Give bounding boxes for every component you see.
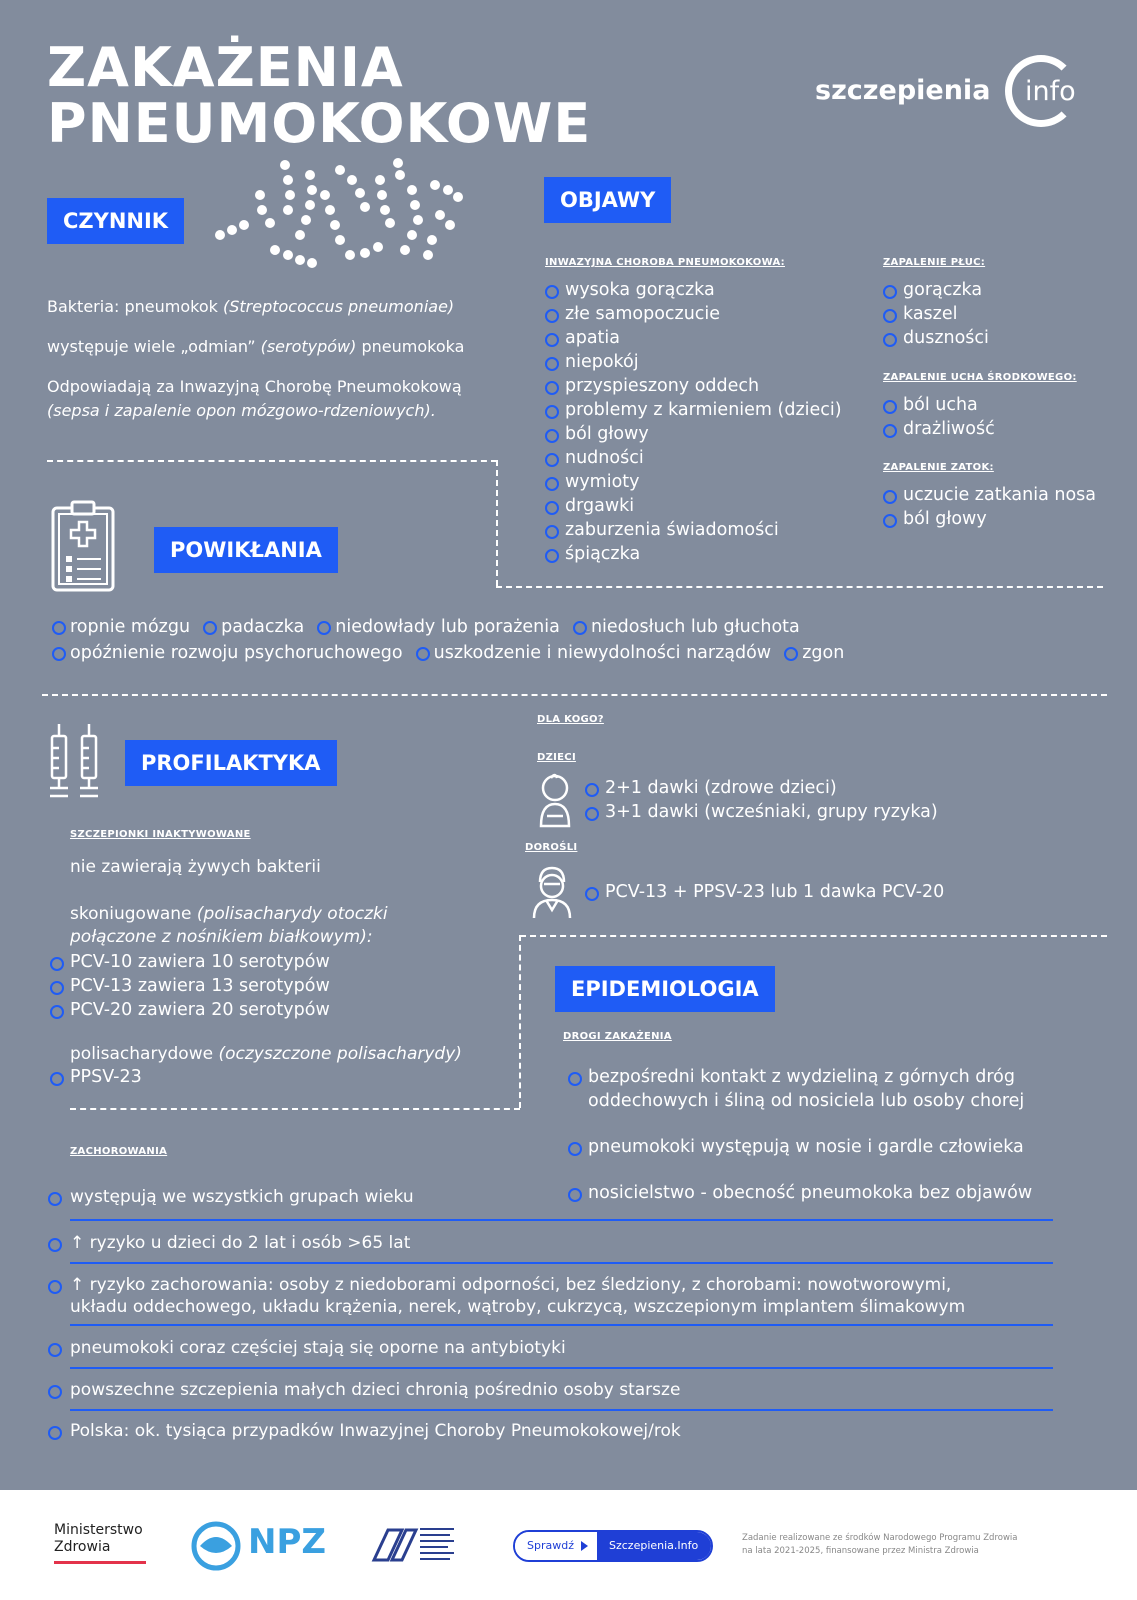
list-item: pneumokoki występują w nosie i gardle człowieka: [568, 1135, 1032, 1159]
syringes-icon: [44, 722, 106, 800]
czynnik-line-2: [47, 336, 464, 358]
list-item: nosicielstwo - obecność pneumokoka bez objawów: [568, 1181, 1032, 1205]
objawy-pneumonia-list: [883, 278, 989, 350]
list-item: uczucie zatkania nosa: [883, 483, 1096, 507]
list-item: [48, 1274, 1053, 1318]
profilaktyka-conj-line: [70, 903, 388, 925]
zachorowania-item-4: pneumokoki coraz częściej stają się oporne na antybiotyki: [48, 1337, 1053, 1359]
list-item: uszkodzenie i niewydolności narządów: [416, 643, 771, 663]
funding-note: [742, 1532, 1017, 1558]
zachorowania-heading: ZACHOROWANIA: [70, 1146, 168, 1157]
adults-list: [585, 880, 944, 904]
title-line-1: ZAKAŻENIA: [47, 36, 404, 99]
adults-heading: DOROŚLI: [525, 842, 578, 853]
zachorowania-item-2: ↑ ryzyko u dzieci do 2 lat i osób >65 lat: [48, 1232, 1053, 1254]
divider-powiklania: [42, 694, 1107, 696]
profilaktyka-poly-line: [70, 1043, 462, 1065]
list-item: przyspieszony oddech: [545, 374, 842, 398]
list-item: apatia: [545, 326, 842, 350]
powiklania-tag: POWIKŁANIA: [154, 527, 338, 573]
ministry-line-2: Zdrowia: [54, 1539, 111, 1555]
list-item: 3+1 dawki (wcześniaki, grupy ryzyka): [585, 800, 938, 824]
list-item: problemy z karmieniem (dzieci): [545, 398, 842, 422]
list-item: wysoka gorączka: [545, 278, 842, 302]
adult-icon: [530, 864, 574, 920]
objawy-sinus-heading: ZAPALENIE ZATOK:: [883, 462, 994, 473]
for-whom-heading: DLA KOGO?: [537, 714, 604, 725]
baby-icon: [535, 772, 575, 828]
npz-logo: NPZ: [248, 1522, 327, 1562]
list-item: bezpośredni kontakt z wydzieliną z górnych dróg: [568, 1065, 1032, 1089]
czynnik-pneumococcus: pneumokoka: [356, 337, 465, 356]
epidemiologia-tag: EPIDEMIOLOGIA: [555, 966, 775, 1012]
powiklania-list: [52, 614, 852, 666]
divider-objawy: [496, 586, 1103, 588]
list-item: drażliwość: [883, 417, 995, 441]
profilaktyka-conj-desc-2: połączone z nośnikiem białkowym):: [70, 927, 373, 947]
divider-epidemiologia-top: [520, 935, 1107, 937]
list-item: niedowłady lub porażenia: [317, 617, 560, 637]
list-item: padaczka: [203, 617, 304, 637]
list-item: [48, 1232, 1053, 1254]
czynnik-line-1: [47, 296, 454, 318]
list-item: PCV-20 zawiera 20 serotypów: [50, 998, 330, 1022]
list-item: złe samopoczucie: [545, 302, 842, 326]
list-item: [48, 1420, 1053, 1442]
route-1-cont: oddechowych i śliną od nosiciela lub osoby chorej: [588, 1091, 1025, 1111]
list-item: PCV-10 zawiera 10 serotypów: [50, 950, 330, 974]
czynnik-bacteria-label: Bakteria: pneumokok: [47, 297, 223, 316]
ministry-underline: [54, 1561, 146, 1564]
objawy-ipd-heading: INWAZYJNA CHOROBA PNEUMOKOKOWA:: [545, 257, 785, 268]
list-item: ból głowy: [883, 507, 1096, 531]
objawy-ipd-list: [545, 278, 842, 566]
npz-emblem-icon: [190, 1520, 242, 1572]
list-item: [48, 1337, 1053, 1359]
list-item: [48, 1379, 1053, 1401]
zachorowania-item-6: Polska: ok. tysiąca przypadków Inwazyjnej Choroby Pneumokokowej/rok: [48, 1420, 1053, 1442]
list-item: drgawki: [545, 494, 842, 518]
list-item: zaburzenia świadomości: [545, 518, 842, 542]
list-item: PCV-13 zawiera 13 serotypów: [50, 974, 330, 998]
list-item: ropnie mózgu: [52, 617, 190, 637]
objawy-tag: OBJAWY: [544, 177, 671, 223]
divider-epidemiologia-vertical: [519, 935, 521, 1108]
separator: [70, 1367, 1053, 1369]
czynnik-line-4: (sepsa i zapalenie opon mózgowo-rdzeniowych).: [47, 401, 436, 420]
route-1: [568, 1065, 1032, 1089]
list-item: wymioty: [545, 470, 842, 494]
list-item: kaszel: [883, 302, 989, 326]
czynnik-serotypes: (serotypów): [260, 337, 357, 356]
czynnik-latin-name: (Streptococcus pneumoniae): [222, 297, 455, 316]
list-item: 2+1 dawki (zdrowe dzieci): [585, 776, 938, 800]
list-item: nudności: [545, 446, 842, 470]
site-label: Szczepienia.Info: [597, 1532, 713, 1560]
powiklania-row-2: [52, 640, 852, 666]
zachorowania-item-1: występują we wszystkich grupach wieku: [48, 1186, 1053, 1208]
profilaktyka-no-live: nie zawierają żywych bakterii: [70, 857, 321, 877]
list-item: PCV-13 + PPSV-23 lub 1 dawka PCV-20: [585, 880, 944, 904]
separator: [70, 1324, 1053, 1326]
routes-list: [568, 1065, 1032, 1205]
title-line-2: PNEUMOKOKOWE: [47, 92, 592, 155]
page-title: [47, 36, 592, 155]
separator: [70, 1219, 1053, 1221]
brand-word: szczepienia: [815, 75, 991, 106]
list-item: ból ucha: [883, 393, 995, 417]
bacteria-icon: [200, 155, 470, 285]
profilaktyka-conj-label: skoniugowane: [70, 904, 197, 924]
list-item: śpiączka: [545, 542, 842, 566]
list-item: opóźnienie rozwoju psychoruchowego: [52, 643, 403, 663]
profilaktyka-conj-desc: (polisacharydy otoczki: [196, 904, 388, 924]
divider-objawy-vertical: [496, 460, 498, 586]
children-heading: DZIECI: [537, 752, 576, 763]
list-item: niedosłuch lub głuchota: [573, 617, 800, 637]
clipboard-icon: [50, 500, 116, 592]
divider-czynnik: [47, 460, 497, 462]
nizp-logo-icon: [370, 1520, 460, 1570]
czynnik-variants: występuje wiele „odmian”: [47, 337, 261, 356]
ministry-logo: [54, 1522, 146, 1564]
divider-profilaktyka-bottom: [70, 1108, 520, 1110]
separator: [70, 1262, 1053, 1264]
objawy-pneumonia-heading: ZAPALENIE PŁUC:: [883, 257, 986, 268]
powiklania-row-1: [52, 614, 852, 640]
children-list: [585, 776, 938, 824]
profilaktyka-inactivated-heading: SZCZEPIONKI INAKTYWOWANE: [70, 829, 251, 840]
ministry-line-1: Ministerstwo: [54, 1522, 143, 1538]
funding-note-1: Zadanie realizowane ze środków Narodowego Programu Zdrowia: [742, 1533, 1018, 1543]
zachorowania-item-5: powszechne szczepienia małych dzieci chronią pośrednio osoby starsze: [48, 1379, 1053, 1401]
profilaktyka-poly-desc: (oczyszczone polisacharydy): [218, 1044, 462, 1064]
profilaktyka-tag: PROFILAKTYKA: [125, 740, 337, 786]
list-item: [48, 1186, 1053, 1208]
list-item: PPSV-23: [50, 1065, 142, 1089]
zachorowania-item-3b: układu oddechowego, układu krążenia, nerek, wątroby, cukrzycą, wszczepionym implantem ślimakowym: [70, 1297, 966, 1317]
list-item: ból głowy: [545, 422, 842, 446]
check-website-button[interactable]: [513, 1530, 713, 1562]
funding-note-2: na lata 2021-2025, finansowane przez Ministra Zdrowia: [742, 1546, 979, 1556]
profilaktyka-conj-list: [50, 950, 330, 1022]
list-item: zgon: [784, 643, 844, 663]
list-item: niepokój: [545, 350, 842, 374]
check-label: Sprawdź: [515, 1532, 597, 1560]
zachorowania-item-3a: ↑ ryzyko zachorowania: osoby z niedoborami odporności, bez śledziony, z chorobami: nowotworowymi,: [48, 1274, 1053, 1296]
profilaktyka-poly-list: [50, 1065, 142, 1089]
routes-heading: DROGI ZAKAŻENIA: [563, 1031, 672, 1042]
czynnik-line-3: Odpowiadają za Inwazyjną Chorobę Pneumokokową: [47, 377, 462, 396]
footer: [0, 1490, 1137, 1600]
brand-suffix: info: [1025, 76, 1076, 107]
list-item: duszności: [883, 326, 989, 350]
objawy-ear-list: [883, 393, 995, 441]
arrow-right-icon: [581, 1541, 588, 1551]
profilaktyka-poly-label: polisacharydowe: [70, 1044, 219, 1064]
route-2: [568, 1135, 1032, 1159]
objawy-sinus-list: [883, 483, 1096, 531]
list-item: gorączka: [883, 278, 989, 302]
czynnik-tag: CZYNNIK: [47, 198, 184, 244]
objawy-ear-heading: ZAPALENIE UCHA ŚRODKOWEGO:: [883, 372, 1077, 383]
separator: [70, 1409, 1053, 1411]
